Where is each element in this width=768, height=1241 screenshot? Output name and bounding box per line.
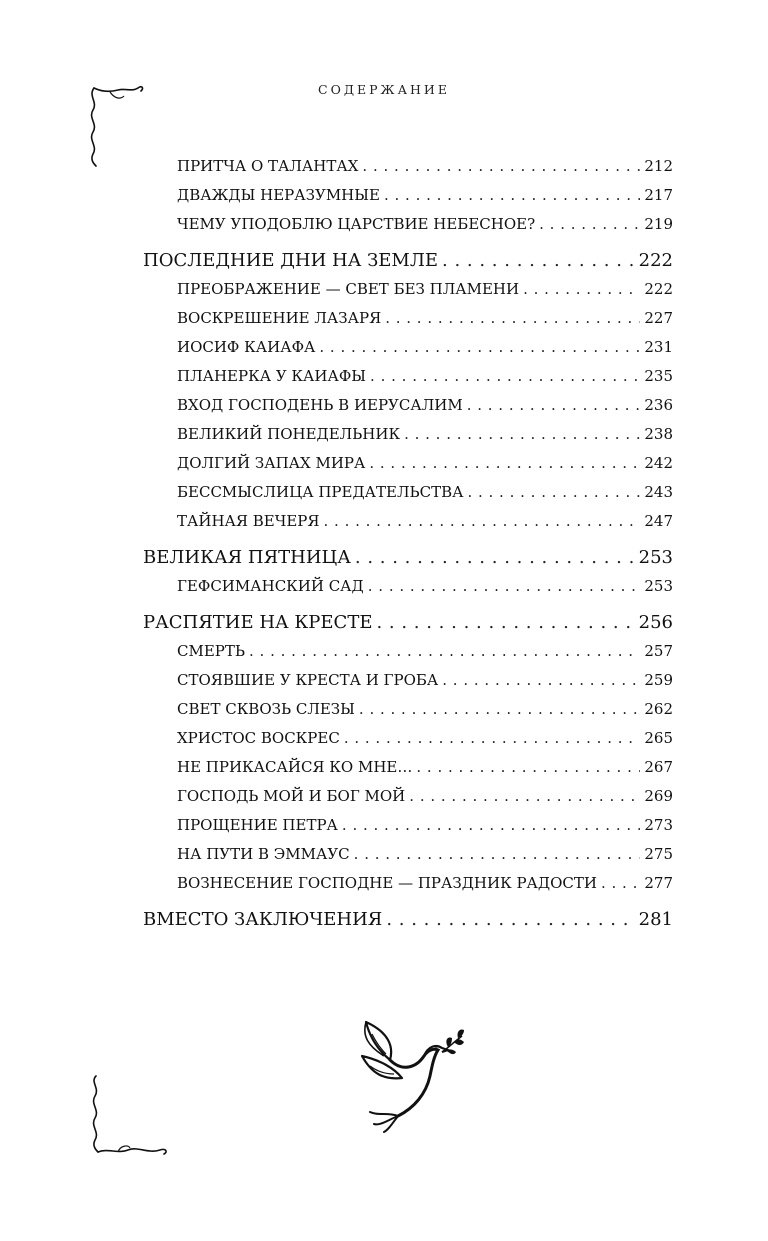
toc-page-number: 217 xyxy=(644,186,673,204)
toc-entry-title: СВЕТ СКВОЗЬ СЛЕЗЫ xyxy=(177,700,355,718)
toc-leader-dots xyxy=(385,304,640,333)
toc-page-number: 253 xyxy=(644,577,673,595)
toc-page-number: 247 xyxy=(644,512,673,530)
toc-entry-title: ГЕФСИМАНСКИЙ САД xyxy=(177,577,364,595)
toc-entry-title: СМЕРТЬ xyxy=(177,642,245,660)
toc-page-number: 242 xyxy=(644,454,673,472)
toc-leader-dots xyxy=(362,152,640,181)
toc-leader-dots xyxy=(369,449,640,478)
corner-flourish-bottom-icon xyxy=(84,1072,174,1158)
toc-leader-dots xyxy=(354,840,641,869)
toc-section-entry[interactable] xyxy=(143,724,673,753)
toc-entry-title: НА ПУТИ В ЭММАУС xyxy=(177,845,350,863)
toc-leader-dots xyxy=(384,181,640,210)
toc-leader-dots xyxy=(376,606,634,639)
toc-chapter-entry[interactable] xyxy=(143,903,673,936)
toc-leader-dots xyxy=(355,541,635,574)
toc-page-number: 257 xyxy=(644,642,673,660)
toc-leader-dots xyxy=(359,695,640,724)
toc-section-entry[interactable] xyxy=(143,391,673,420)
toc-section-entry[interactable] xyxy=(143,304,673,333)
toc-entry-title: ДВАЖДЫ НЕРАЗУМНЫЕ xyxy=(177,186,380,204)
toc-page-number: 256 xyxy=(638,612,673,633)
toc-entry-title: РАСПЯТИЕ НА КРЕСТЕ xyxy=(143,612,373,633)
toc-page-number: 267 xyxy=(644,758,673,776)
toc-page-number: 281 xyxy=(638,909,673,930)
toc-entry-title: ХРИСТОС ВОСКРЕС xyxy=(177,729,340,747)
toc-section-entry[interactable] xyxy=(143,869,673,898)
toc-page-number: 243 xyxy=(644,483,673,501)
toc-page-number: 275 xyxy=(644,845,673,863)
toc-section-entry[interactable] xyxy=(143,695,673,724)
toc-leader-dots xyxy=(539,210,640,239)
toc-leader-dots xyxy=(409,782,640,811)
toc-leader-dots xyxy=(319,333,640,362)
toc-entry-title: ПРЕОБРАЖЕНИЕ — СВЕТ БЕЗ ПЛАМЕНИ xyxy=(177,280,520,298)
toc-page-number: 235 xyxy=(644,367,673,385)
toc-entry-title: ЧЕМУ УПОДОБЛЮ ЦАРСТВИЕ НЕБЕСНОЕ? xyxy=(177,215,536,233)
toc-leader-dots xyxy=(416,753,640,782)
toc-leader-dots xyxy=(249,637,640,666)
toc-leader-dots xyxy=(523,275,640,304)
toc-page-number: 222 xyxy=(638,250,673,271)
toc-page-number: 219 xyxy=(644,215,673,233)
toc-section-entry[interactable] xyxy=(143,782,673,811)
toc-chapter-entry[interactable] xyxy=(143,606,673,639)
toc-section-entry[interactable] xyxy=(143,572,673,601)
toc-leader-dots xyxy=(467,391,641,420)
toc-section-entry[interactable] xyxy=(143,275,673,304)
toc-entry-title: ТАЙНАЯ ВЕЧЕРЯ xyxy=(177,512,320,530)
toc-leader-dots xyxy=(442,666,640,695)
toc-entry-title: ВОСКРЕШЕНИЕ ЛАЗАРЯ xyxy=(177,309,382,327)
toc-page-number: 277 xyxy=(644,874,673,892)
toc-page-number: 236 xyxy=(644,396,673,414)
toc-entry-title: ВЕЛИКИЙ ПОНЕДЕЛЬНИК xyxy=(177,425,401,443)
toc-leader-dots xyxy=(601,869,640,898)
toc-section-entry[interactable] xyxy=(143,478,673,507)
toc-page-number: 227 xyxy=(644,309,673,327)
table-of-contents xyxy=(143,152,673,936)
page-title: СОДЕРЖАНИЕ xyxy=(318,82,450,97)
toc-page-number: 273 xyxy=(644,816,673,834)
toc-entry-title: ИОСИФ КАИАФА xyxy=(177,338,316,356)
toc-section-entry[interactable] xyxy=(143,840,673,869)
toc-leader-dots xyxy=(342,811,640,840)
toc-leader-dots xyxy=(404,420,640,449)
toc-leader-dots xyxy=(370,362,640,391)
toc-leader-dots xyxy=(344,724,641,753)
toc-entry-title: ВМЕСТО ЗАКЛЮЧЕНИЯ xyxy=(143,909,383,930)
toc-section-entry[interactable] xyxy=(143,210,673,239)
toc-leader-dots xyxy=(467,478,640,507)
toc-page-number: 231 xyxy=(644,338,673,356)
toc-section-entry[interactable] xyxy=(143,666,673,695)
dove-with-olive-branch-icon xyxy=(358,1016,468,1134)
toc-section-entry[interactable] xyxy=(143,333,673,362)
toc-leader-dots xyxy=(386,903,634,936)
toc-leader-dots xyxy=(442,244,635,277)
toc-section-entry[interactable] xyxy=(143,449,673,478)
toc-page-number: 259 xyxy=(644,671,673,689)
toc-entry-title: ДОЛГИЙ ЗАПАХ МИРА xyxy=(177,454,366,472)
toc-section-entry[interactable] xyxy=(143,420,673,449)
toc-section-entry[interactable] xyxy=(143,507,673,536)
toc-entry-title: ВОЗНЕСЕНИЕ ГОСПОДНЕ — ПРАЗДНИК РАДОСТИ xyxy=(177,874,597,892)
toc-leader-dots xyxy=(324,507,641,536)
toc-entry-title: ВХОД ГОСПОДЕНЬ В ИЕРУСАЛИМ xyxy=(177,396,463,414)
toc-entry-title: НЕ ПРИКАСАЙСЯ КО МНЕ… xyxy=(177,758,413,776)
toc-entry-title: БЕССМЫСЛИЦА ПРЕДАТЕЛЬСТВА xyxy=(177,483,464,501)
toc-page-number: 262 xyxy=(644,700,673,718)
toc-page-number: 238 xyxy=(644,425,673,443)
toc-entry-title: ПЛАНЕРКА У КАИАФЫ xyxy=(177,367,367,385)
toc-entry-title: ГОСПОДЬ МОЙ И БОГ МОЙ xyxy=(177,787,406,805)
toc-entry-title: СТОЯВШИЕ У КРЕСТА И ГРОБА xyxy=(177,671,439,689)
toc-leader-dots xyxy=(368,572,641,601)
toc-page-number: 222 xyxy=(644,280,673,298)
toc-section-entry[interactable] xyxy=(143,181,673,210)
toc-entry-title: ПРИТЧА О ТАЛАНТАХ xyxy=(177,157,359,175)
toc-entry-title: ПРОЩЕНИЕ ПЕТРА xyxy=(177,816,338,834)
toc-page-number: 212 xyxy=(644,157,673,175)
toc-entry-title: ВЕЛИКАЯ ПЯТНИЦА xyxy=(143,547,351,568)
toc-page-number: 265 xyxy=(644,729,673,747)
toc-section-entry[interactable] xyxy=(143,753,673,782)
toc-chapter-entry[interactable] xyxy=(143,541,673,574)
toc-page-number: 253 xyxy=(638,547,673,568)
toc-section-entry[interactable] xyxy=(143,637,673,666)
toc-entry-title: ПОСЛЕДНИЕ ДНИ НА ЗЕМЛЕ xyxy=(143,250,439,271)
toc-section-entry[interactable] xyxy=(143,811,673,840)
toc-section-entry[interactable] xyxy=(143,152,673,181)
toc-page-number: 269 xyxy=(644,787,673,805)
toc-section-entry[interactable] xyxy=(143,362,673,391)
toc-chapter-entry[interactable] xyxy=(143,244,673,277)
